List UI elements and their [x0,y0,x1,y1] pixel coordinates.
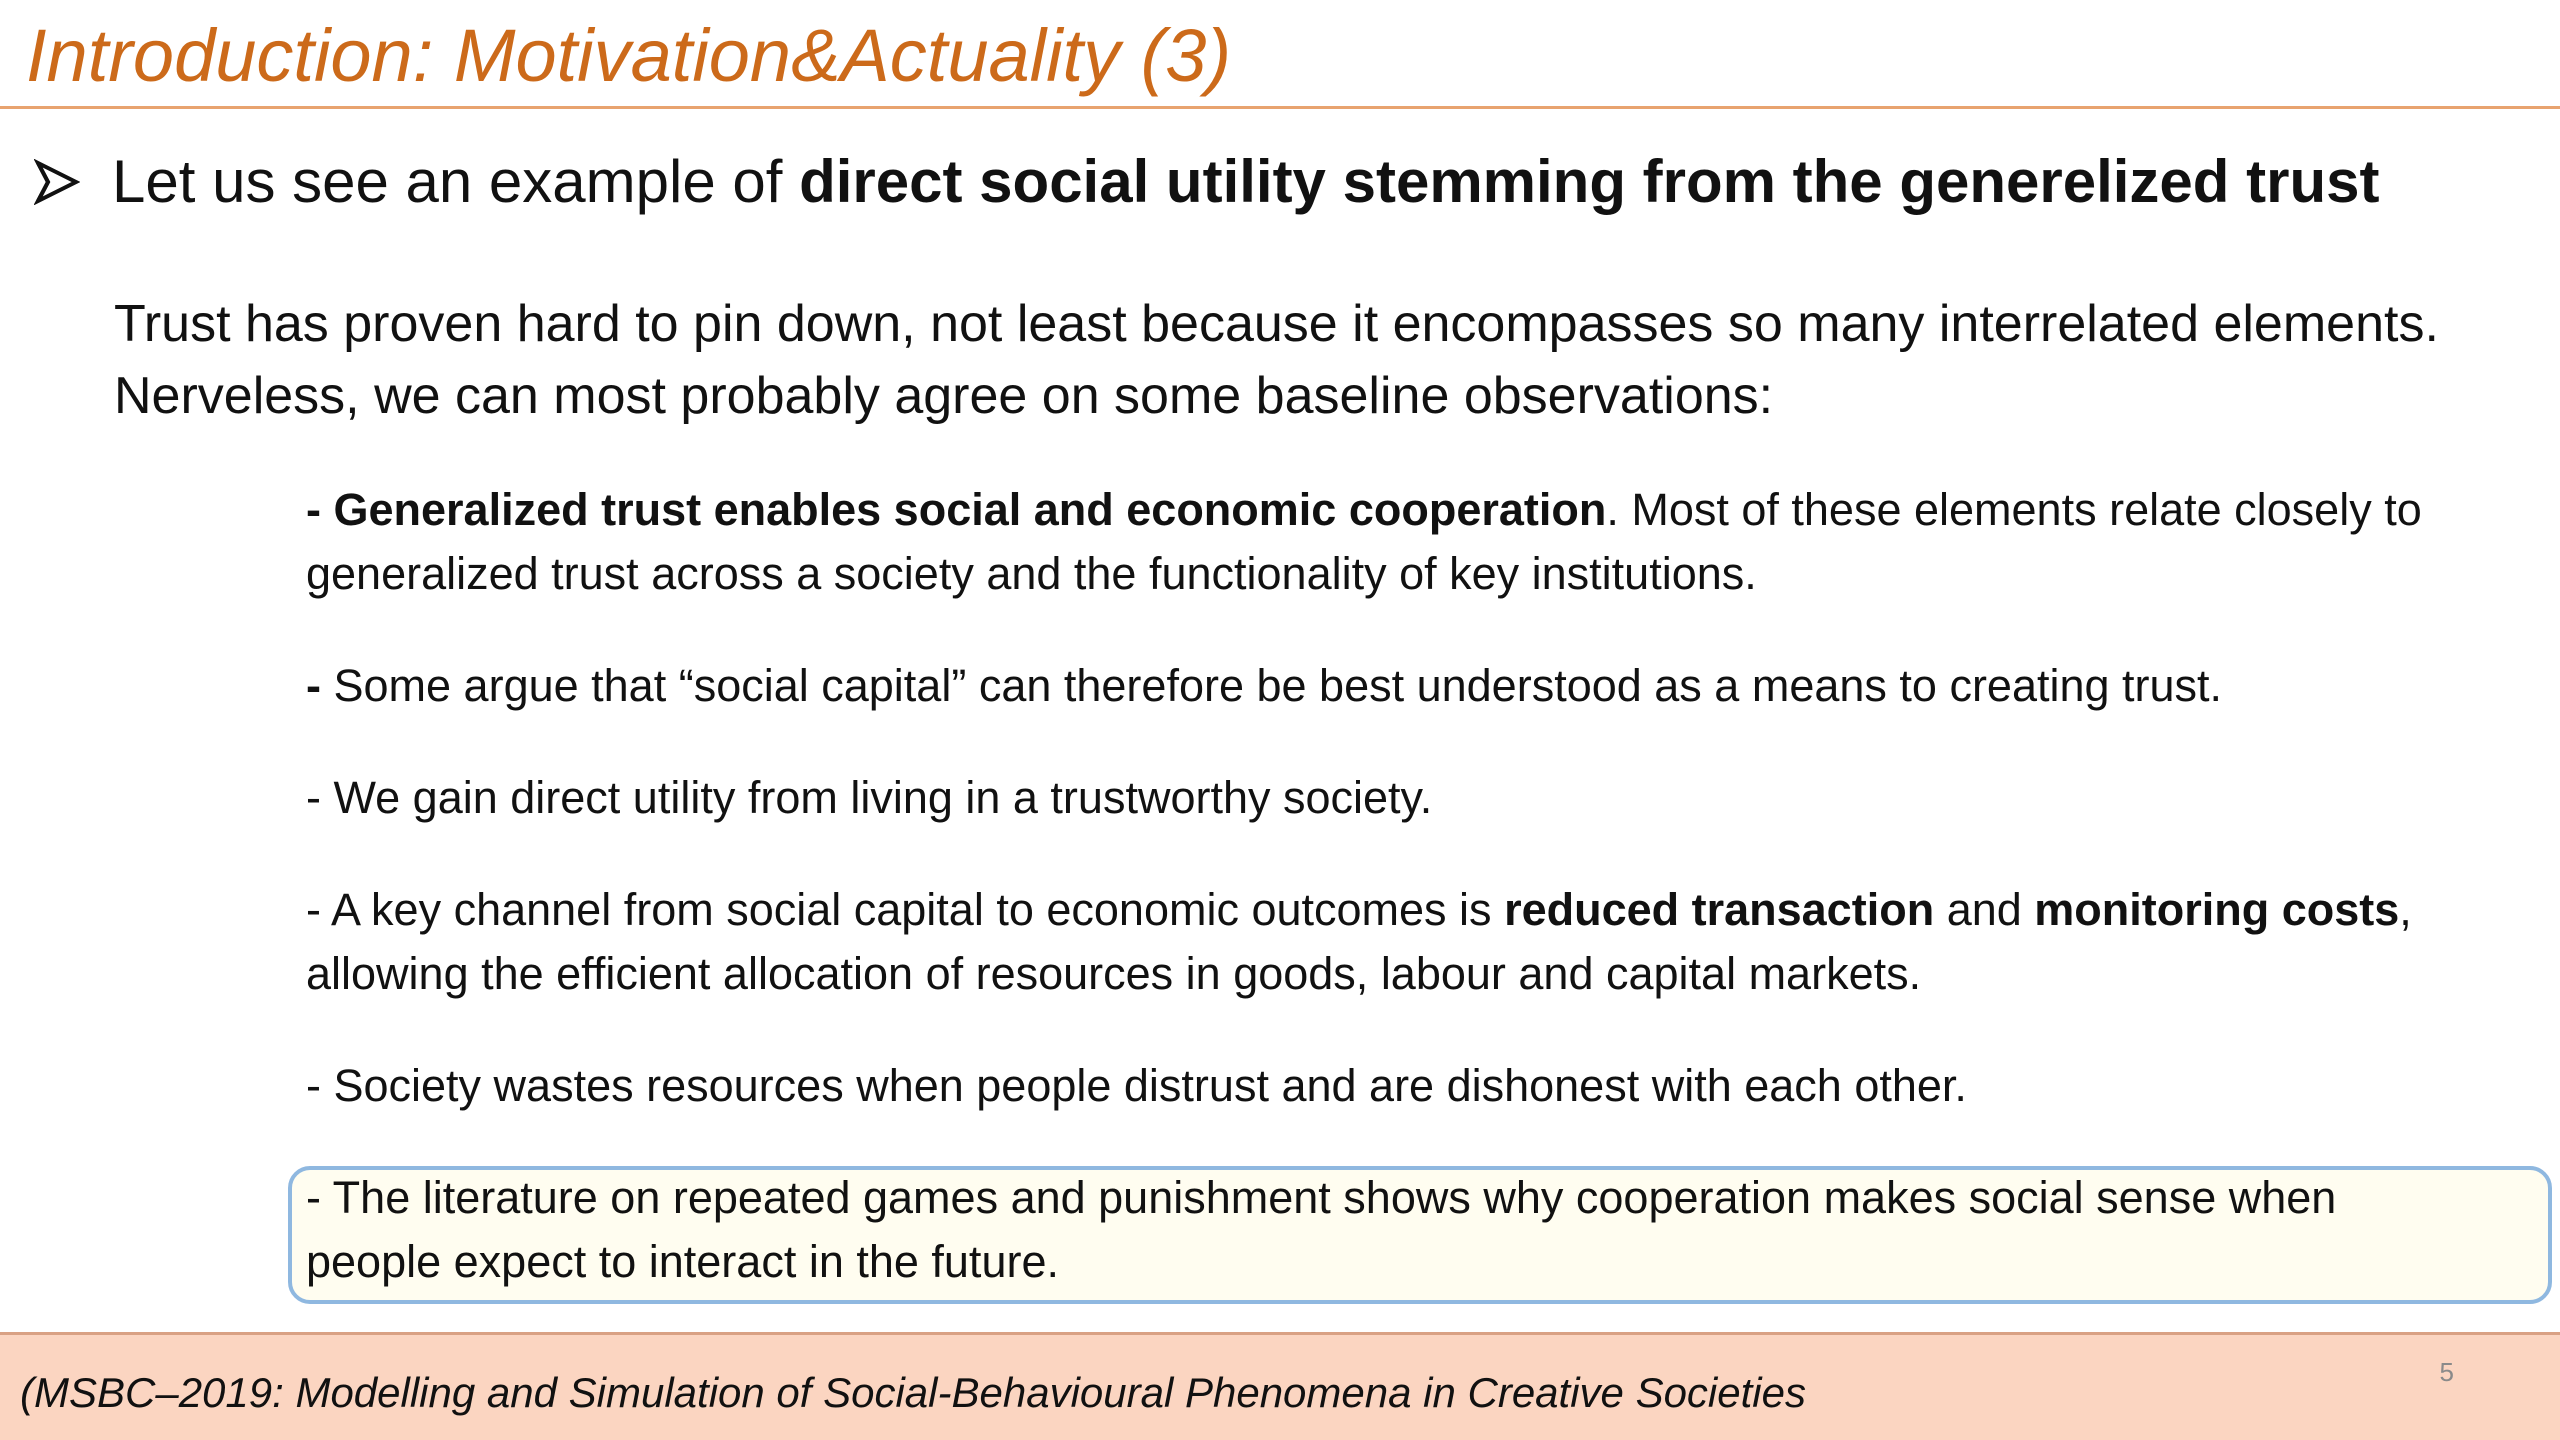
observation-bold: - [306,660,321,711]
intro-line: Trust has proven hard to pin down, not least because it encompasses so many interrelated elements. [114,295,2439,353]
slide-title: Introduction: Motivation&Actuality (3) [26,14,1232,97]
main-bullet-text [112,146,2379,218]
observation-bold: - Generalized trust enables social and economic cooperation [306,484,1607,535]
observation-line: generalized trust across a society and the functionality of key institutions. [306,548,1757,599]
observation-1 [306,478,2546,606]
observation-bold: monitoring costs [2034,884,2400,935]
footer-citation: (MSBC–2019: Modelling and Simulation of Social-Behavioural Phenomena in Creative Societies [20,1369,1806,1416]
observation-3 [306,766,2546,830]
observation-4 [306,878,2546,1006]
observation-6 [306,1166,2546,1294]
observation-line: - The literature on repeated games and punishment shows why cooperation makes social sense when [306,1172,2337,1223]
observation-line [306,654,2546,718]
observation-line [306,478,2546,542]
observation-line: allowing the efficient allocation of resources in goods, labour and capital markets. [306,948,1922,999]
main-bullet [34,146,2379,218]
page-number: 5 [2439,1357,2454,1387]
footer-bar [0,1332,2560,1440]
observation-line: - Society wastes resources when people distrust and are dishonest with each other. [306,1060,1967,1111]
observation-text: . Most of these elements relate closely to [1606,484,2422,535]
observation-text: , [2399,884,2412,935]
observation-2 [306,654,2546,718]
title-divider [0,106,2560,109]
observation-line: people expect to interact in the future. [306,1236,1059,1287]
observation-line [306,878,2546,942]
observation-text: - A key channel from social capital to economic outcomes is [306,884,1505,935]
observation-text: Some argue that “social capital” can therefore be best understood as a means to creating trust. [321,660,2223,711]
observation-text: and [1934,884,2035,935]
observation-5 [306,1054,2546,1118]
main-bullet-bold: direct social utility stemming from the generelized trust [799,148,2380,215]
observation-line: - We gain direct utility from living in a trustworthy society. [306,772,1433,823]
arrow-bullet-icon [34,159,80,205]
intro-line: Nerveless, we can most probably agree on some baseline observations: [114,367,1774,425]
observation-bold: reduced transaction [1504,884,1935,935]
main-bullet-prefix: Let us see an example of [112,148,800,215]
intro-paragraph [114,288,2544,432]
